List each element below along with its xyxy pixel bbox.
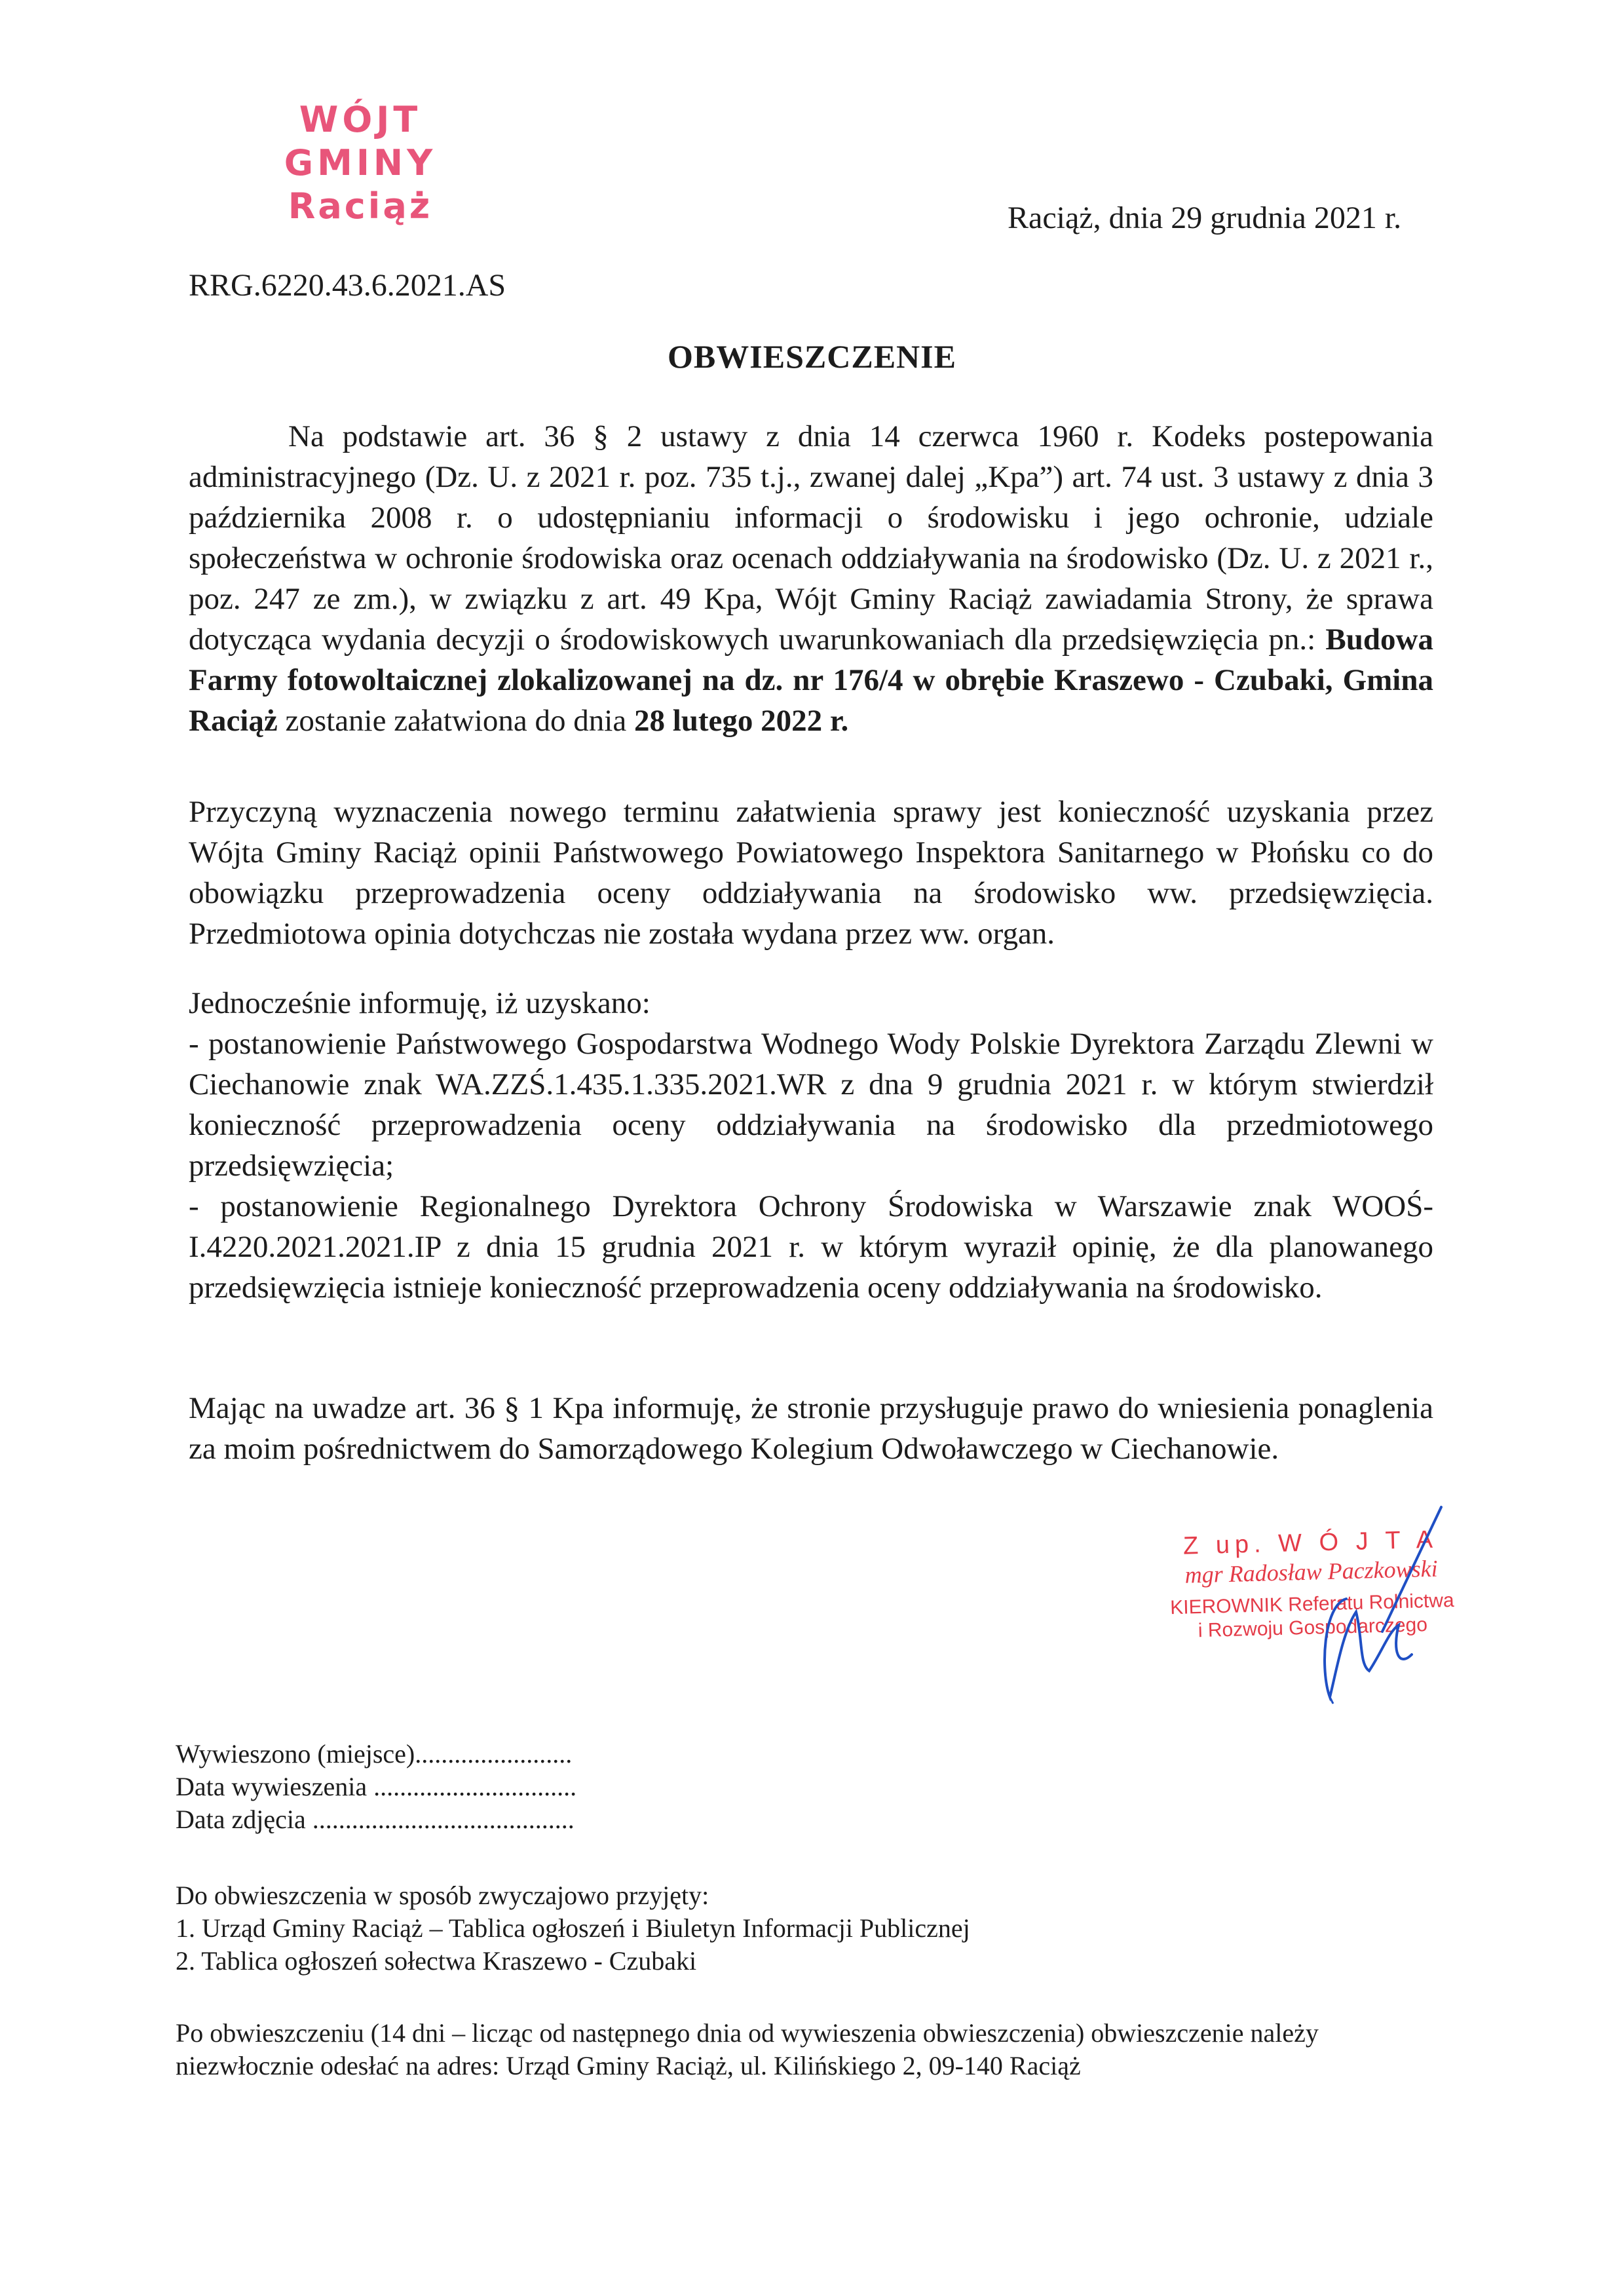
office-stamp-place: Raciąż [288,185,433,227]
paragraph-appeal-right [189,1388,1433,1469]
document-title: OBWIESZCZENIE [668,338,956,375]
posting-date-field: Data wywieszenia ............................... [176,1772,577,1801]
paragraph-reason [189,792,1433,954]
posting-place-field: Wywieszono (miejsce)........................ [176,1739,573,1769]
project-name: Budowa Farmy fotowoltaicznej zlokalizowanej na dz. nr 176/4 w obrębie Kraszewo - Czubaki, Gmina Raciąż [189,622,1433,738]
reason-text: Przyczyną wyznaczenia nowego terminu załatwienia sprawy jest konieczność uzyskania przez Wójta Gminy Raciąż opinii Państwowego Powiatowego Inspektora Sanitarnego w Płońsku co do obowiązku przeprowadzenia oceny oddziaływania na środowisko ww. przedsięwzięcia. Przedmiotowa opinia dotychczas nie została wydana przez ww. organ. [189,795,1433,951]
obtained-item: - postanowienie Państwowego Gospodarstwa Wodnego Wody Polskie Dyrektora Zarządu Zlewni w Ciechanowie znak WA.ZZŚ.1.435.1.335.2021.WR z dna 9 grudnia 2021 r. w którym stwierdził konieczność przeprowadzenia oceny oddziaływania na środowisko dla przedmiotowego przedsięwzięcia; [189,1027,1433,1183]
obtained-intro: Jednocześnie informuję, iż uzyskano: [189,986,651,1020]
handwritten-signature-icon [1284,1501,1454,1717]
distribution-item: 2. Tablica ogłoszeń sołectwa Kraszewo - Czubaki [176,1946,697,1976]
obtained-item: - postanowienie Regionalnego Dyrektora Ochrony Środowiska w Warszawie znak WOOŚ-I.4220.2021.2021.IP z dnia 15 grudnia 2021 r. w którym wyraził opinię, że dla planowanego przedsięwzięcia istnieje konieczność przeprowadzenia oceny oddziaływania na środowisko. [189,1189,1433,1305]
return-note-text: Po obwieszczeniu (14 dni – licząc od następnego dnia od wywieszenia obwieszczenia) obwieszczenie należy niezwłocznie odesłać na adres: Urząd Gminy Raciąż, ul. Kilińskiego 2, 09-140 Raciąż [176,2018,1319,2080]
return-note [176,2017,1433,2082]
signature-stamp-name: mgr Radosław Paczkowski [1184,1555,1439,1588]
deadline-text: zostanie załatwiona do dnia [277,704,634,738]
office-stamp [216,98,504,228]
reference-number: RRG.6220.43.6.2021.AS [189,268,506,303]
appeal-text: Mając na uwadze art. 36 § 1 Kpa informuję, że stronie przysługuje prawo do wniesienia ponaglenia za moim pośrednictwem do Samorządowego Kolegium Odwoławczego w Ciechanowie. [189,1391,1433,1466]
posting-fields [176,1738,576,1836]
signature-stamp-department: i Rozwoju Gospodarczego [1198,1614,1428,1642]
place-and-date: Raciąż, dnia 29 grudnia 2021 r. [1008,201,1402,235]
deadline-date: 28 lutego 2022 r. [633,704,849,738]
distribution-intro: Do obwieszczenia w sposób zwyczajowo przyjęty: [176,1881,709,1910]
signature-stamp-authority: Z up. W Ó J T A [1182,1525,1439,1560]
paragraph-legal-basis [189,416,1433,741]
distribution-item: 1. Urząd Gminy Raciąż – Tablica ogłoszeń i Biuletyn Informacji Publicznej [176,1913,970,1943]
paragraph-obtained-documents [189,983,1433,1308]
signature-stamp-position: KIEROWNIK Referatu Rolnictwa [1169,1589,1455,1619]
legal-basis-text: Na podstawie art. 36 § 2 ustawy z dnia 14 czerwca 1960 r. Kodeks postepowania administracyjnego (Dz. U. z 2021 r. poz. 735 t.j., zwanej dalej „Kpa”) art. 74 ust. 3 ustawy z dnia 3 października 2008 r. o udostępnianiu informacji o środowisku i jego ochronie, udziale społeczeństwa w ochronie środowiska oraz ocenach oddziaływania na środowisko (Dz. U. z 2021 r., poz. 247 ze zm.), w związku z art. 49 Kpa, Wójt Gminy Raciąż zawiadamia Strony, że sprawa dotycząca wydania decyzji o środowiskowych uwarunkowaniach dla przedsięwzięcia pn.: [189,419,1433,657]
office-stamp-title: WÓJT GMINY [284,99,437,183]
distribution-list [176,1879,970,1978]
removal-date-field: Data zdjęcia ........................................ [176,1805,575,1834]
